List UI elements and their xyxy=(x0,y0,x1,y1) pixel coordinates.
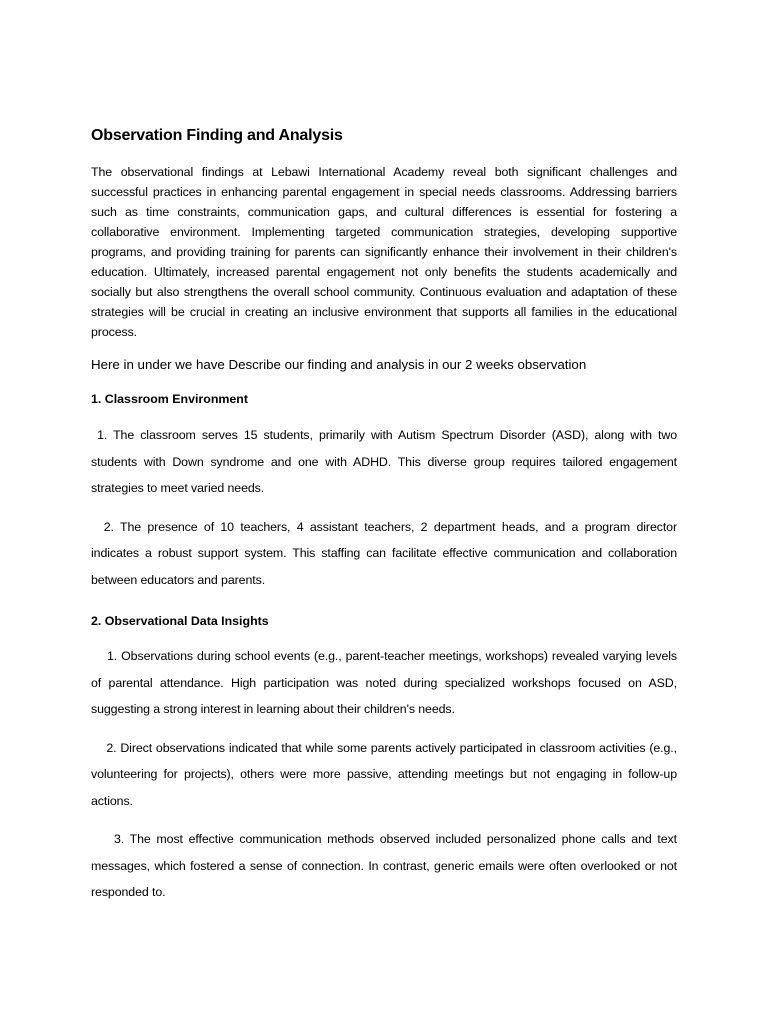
observational-insight-point-3: 3. The most effective communication methods observed included personalized phone calls and text messages, which fostered a sense of connection. In contrast, generic emails were often overlooked or not responded to. xyxy=(91,832,677,899)
lead-sentence: Here in under we have Describe our finding and analysis in our 2 weeks observation xyxy=(91,357,587,372)
document-body xyxy=(91,126,677,906)
intro-paragraph: The observational findings at Lebawi International Academy reveal both significant challenges and successful practices in enhancing parental engagement in special needs classrooms. Addressing barriers such as time constraints, communication gaps, and cultural differences is essential for fostering a collaborative environment. Implementing targeted communication strategies, developing supportive programs, and providing training for parents can significantly enhance their involvement in their children's education. Ultimately, increased parental engagement not only benefits the students academically and socially but also strengthens the overall school community. Continuous evaluation and adaptation of these strategies will be crucial in creating an inclusive environment that supports all families in the educational process. xyxy=(91,165,677,339)
observational-insight-point-2: 2. Direct observations indicated that while some parents actively participated in classroom activities (e.g., volunteering for projects), others were more passive, attending meetings but not engaging in follow-up actions. xyxy=(91,740,677,808)
section-heading-observational-data-insights: 2. Observational Data Insights xyxy=(91,614,269,628)
classroom-environment-point-2: 2. The presence of 10 teachers, 4 assistant teachers, 2 department heads, and a program director indicates a robust support system. This staffing can facilitate effective communication and collaboration between educators and parents. xyxy=(91,519,677,587)
classroom-environment-point-1: 1. The classroom serves 15 students, primarily with Autism Spectrum Disorder (ASD), along with two students with Down syndrome and one with ADHD. This diverse group requires tailored engagement strategies to meet varied needs. xyxy=(91,428,677,495)
section-heading-classroom-environment: 1. Classroom Environment xyxy=(91,392,248,406)
page-title: Observation Finding and Analysis xyxy=(91,127,343,144)
observational-insight-point-1: 1. Observations during school events (e.g., parent-teacher meetings, workshops) revealed varying levels of parental attendance. High participation was noted during specialized workshops focused on ASD, suggesting a strong interest in learning about their children's needs. xyxy=(91,649,677,716)
